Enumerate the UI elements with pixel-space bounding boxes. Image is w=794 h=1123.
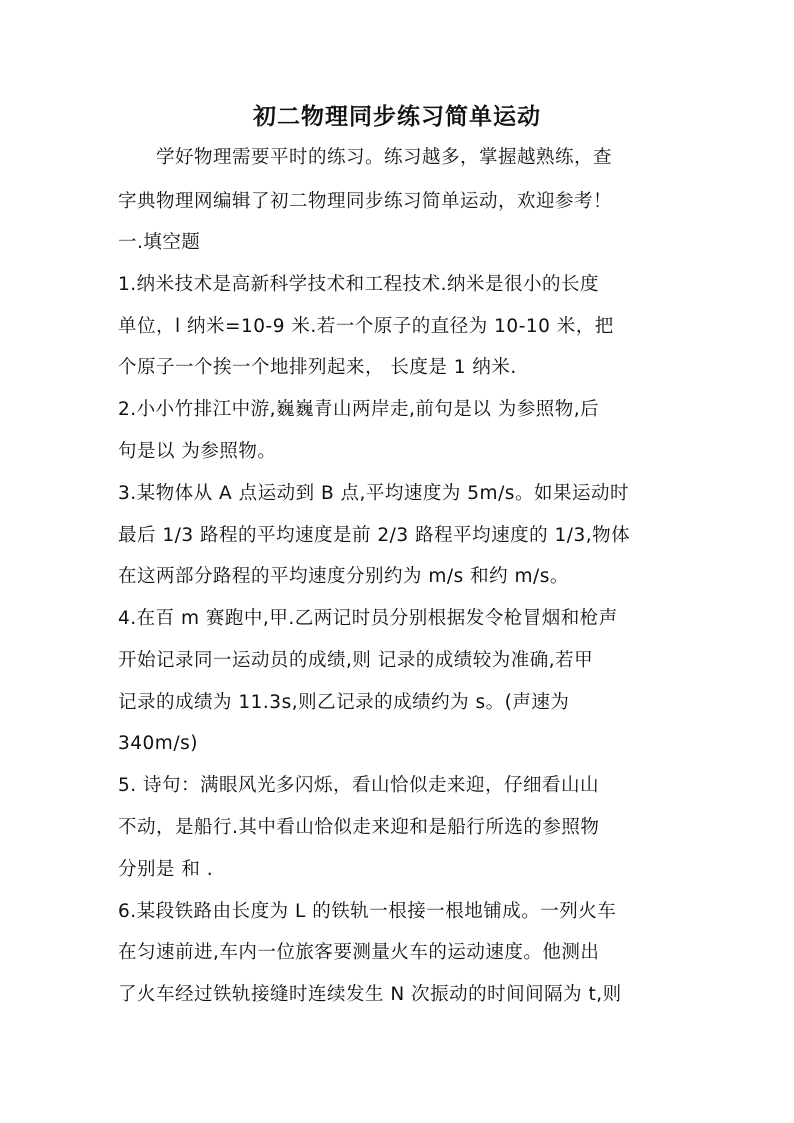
page-title: 初二物理同步练习简单运动: [253, 103, 541, 130]
question-4-line-4: 340m/s): [118, 733, 198, 754]
question-1-line-2: 单位，l 纳米=10-9 米.若一个原子的直径为 10-10 米，把: [118, 316, 614, 337]
question-2-line-2: 句是以 为参照物。: [118, 441, 277, 462]
intro-line-1: 学好物理需要平时的练习。练习越多，掌握越熟练，查: [118, 147, 613, 168]
intro-line-2: 字典物理网编辑了初二物理同步练习简单运动，欢迎参考！: [118, 191, 613, 212]
question-4-line-2: 开始记录同一运动员的成绩,则 记录的成绩较为准确,若甲: [118, 650, 594, 671]
question-5-line-3: 分别是 和 .: [118, 859, 214, 880]
question-6-line-1: 6.某段铁路由长度为 L 的铁轨一根接一根地铺成。一列火车: [118, 901, 617, 922]
question-6-line-2: 在匀速前进,车内一位旅客要测量火车的运动速度。他测出: [118, 942, 600, 963]
question-3-line-2: 最后 1/3 路程的平均速度是前 2/3 路程平均速度的 1/3,物体: [118, 525, 631, 546]
question-4-line-1: 4.在百 m 赛跑中,甲.乙两记时员分别根据发令枪冒烟和枪声: [118, 608, 618, 629]
question-1-line-3: 个原子一个挨一个地排列起来， 长度是 1 纳米.: [118, 357, 517, 378]
question-4-line-3: 记录的成绩为 11.3s,则乙记录的成绩约为 s。(声速为: [118, 692, 570, 713]
question-1-line-1: 1.纳米技术是高新科学技术和工程技术.纳米是很小的长度: [118, 274, 600, 295]
question-2-line-1: 2.小小竹排江中游,巍巍青山两岸走,前句是以 为参照物,后: [118, 399, 600, 420]
question-5-line-1: 5. 诗句：满眼风光多闪烁，看山恰似走来迎，仔细看山山: [118, 775, 600, 796]
section-heading: 一.填空题: [118, 232, 201, 253]
question-3-line-1: 3.某物体从 A 点运动到 B 点,平均速度为 5m/s。如果运动时: [118, 483, 629, 504]
question-3-line-3: 在这两部分路程的平均速度分别约为 m/s 和约 m/s。: [118, 566, 569, 587]
question-5-line-2: 不动，是船行.其中看山恰似走来迎和是船行所选的参照物: [118, 817, 600, 838]
question-6-line-3: 了火车经过铁轨接缝时连续发生 N 次振动的时间间隔为 t,则: [118, 984, 622, 1005]
